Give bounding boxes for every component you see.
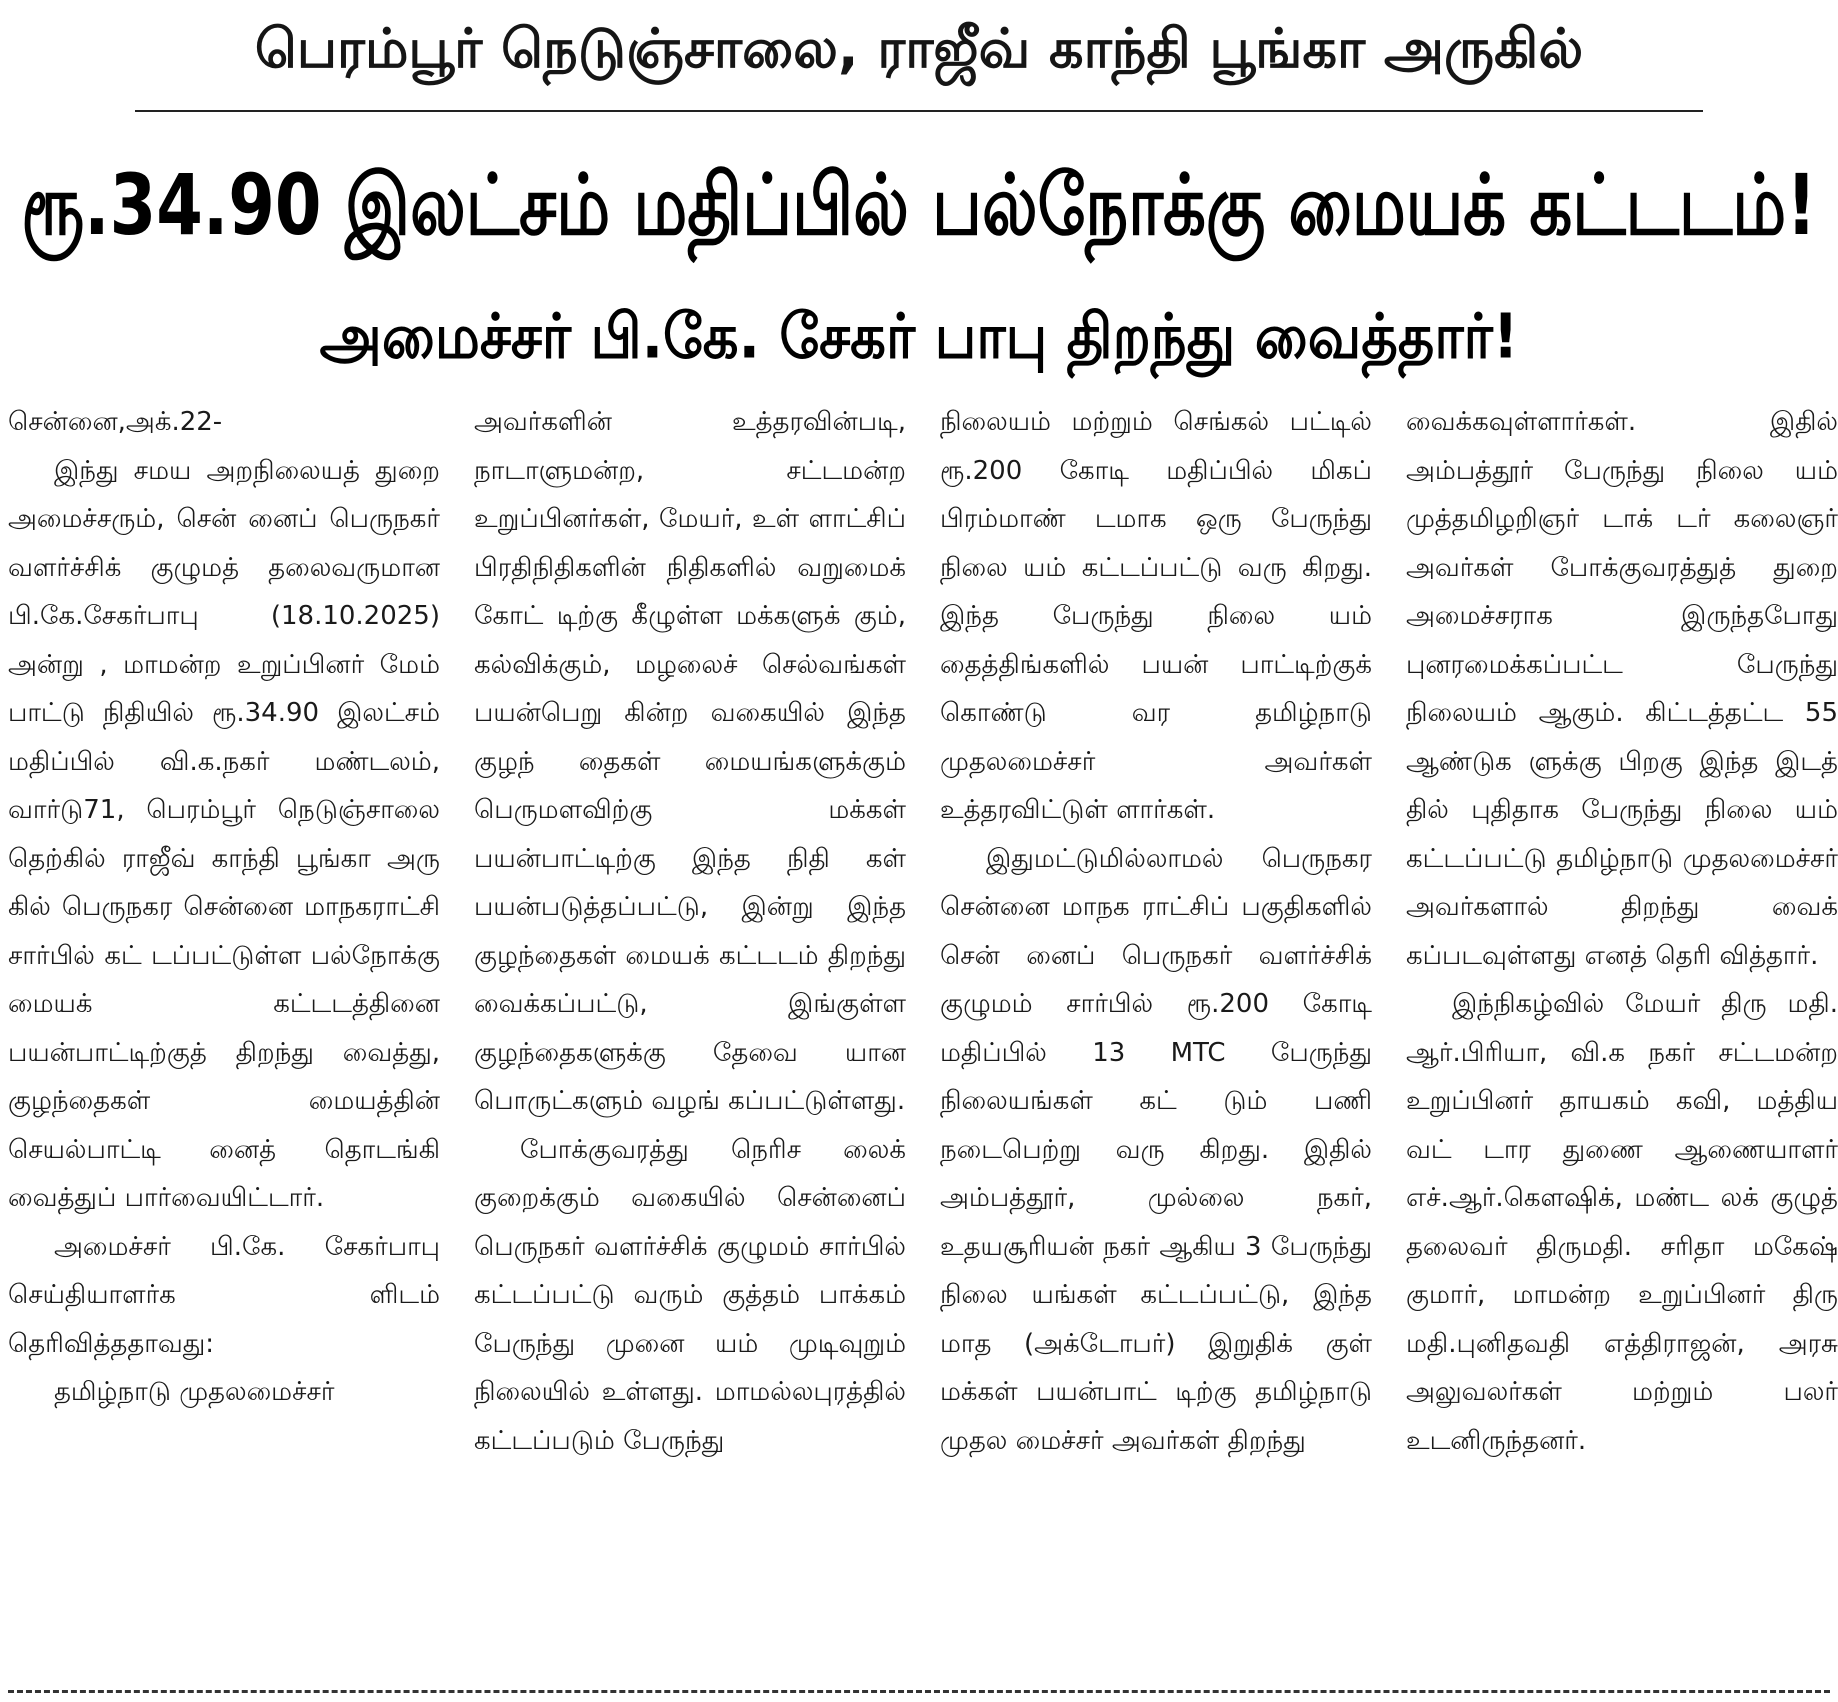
- paragraph: இதுமட்டுமில்லாமல் பெருநகர சென்னை மாநக ராட்சிப் பகுதிகளில் சென் னைப் பெருநகர் வளர்ச்சிக் குழுமம் சார்பில் ரூ.200 கோடி மதிப்பில் 13 MTC பேருந்து நிலையங்கள் கட் டும் பணி நடைபெற்று வரு கிறது. இதில் அம்பத்தூர், முல்லை நகர், உதயசூரியன் நகர் ஆகிய 3 பேருந்து நிலை யங்கள் கட்டப்பட்டு, இந்த மாத (அக்டோபர்) இறுதிக் குள் மக்கள் பயன்பாட் டிற்கு தமிழ்நாடு முதல மைச்சர் அவர்கள் திறந்து: [940, 843, 1372, 1456]
- paragraph: இந்நிகழ்வில் மேயர் திரு மதி. ஆர்.பிரியா, வி.க நகர் சட்டமன்ற உறுப்பினர் தாயகம் கவி, மத்திய வட் டார துணை ஆணையாளர் எச்.ஆர்.கௌஷிக், மண்ட லக் குழுத் தலைவர் திருமதி. சரிதா மகேஷ் குமார், மாமன்ற உறுப்பினர் திரு மதி.புனிதவதி எத்திராஜன், அரசு அலுவலர்கள் மற்றும் பலர் உடனிருந்தனர்.: [1406, 989, 1838, 1456]
- paragraph: அமைச்சர் பி.கே. சேகர்பாபு செய்தியாளர்க ளிடம் தெரிவித்ததாவது:: [8, 1231, 440, 1359]
- article-column-1: [8, 398, 440, 1417]
- dateline: சென்னை,அக்.22-: [8, 407, 223, 437]
- paragraph: அவர்களின் உத்தரவின்படி, நாடாளுமன்ற, சட்டமன்ற உறுப்பினர்கள், மேயர், உள் ளாட்சிப் பிரதிநிதிகளின் நிதிகளில் வறுமைக் கோட் டிற்கு கீழுள்ள மக்களுக் கும், கல்விக்கும், மழலைச் செல்வங்கள் பயன்பெறு கின்ற வகையில் இந்த குழந் தைகள் மையங்களுக்கும் பெருமளவிற்கு மக்கள் பயன்பாட்டிற்கு இந்த நிதி கள் பயன்படுத்தப்பட்டு, இன்று இந்த குழந்தைகள் மையக் கட்டடம் திறந்து வைக்கப்பட்டு, இங்குள்ள குழந்தைகளுக்கு தேவை யான பொருட்களும் வழங் கப்பட்டுள்ளது.: [474, 407, 906, 1116]
- paragraph: நிலையம் மற்றும் செங்கல் பட்டில் ரூ.200 கோடி மதிப்பில் மிகப் பிரம்மாண் டமாக ஒரு பேருந்து நிலை யம் கட்டப்பட்டு வரு கிறது. இந்த பேருந்து நிலை யம் தைத்திங்களில் பயன் பாட்டிற்குக் கொண்டு வர தமிழ்நாடு முதலமைச்சர் அவர்கள் உத்தரவிட்டுள் ளார்கள்.: [940, 407, 1372, 825]
- paragraph: வைக்கவுள்ளார்கள். இதில் அம்பத்தூர் பேருந்து நிலை யம் முத்தமிழறிஞர் டாக் டர் கலைஞர் அவர்கள் போக்குவரத்துத் துறை அமைச்சராக இருந்தபோது புனரமைக்கப்பட்ட பேருந்து நிலையம் ஆகும். கிட்டத்தட்ட 55 ஆண்டுக ளுக்கு பிறகு இந்த இடத் தில் புதிதாக பேருந்து நிலை யம் கட்டப்பட்டு தமிழ்நாடு முதலமைச்சர் அவர்களால் திறந்து வைக் கப்படவுள்ளது எனத் தெரி வித்தார்.: [1406, 407, 1838, 971]
- paragraph: போக்குவரத்து நெரிச லைக் குறைக்கும் வகையில் சென்னைப் பெருநகர் வளர்ச்சிக் குழுமம் சார்பில் கட்டப்பட்டு வரும் குத்தம் பாக்கம் பேருந்து முனை யம் முடிவுறும் நிலையில் உள்ளது. மாமல்லபுரத்தில் கட்டப்படும் பேருந்து: [474, 1134, 906, 1456]
- main-headline: ரூ.34.90 இலட்சம் மதிப்பில் பல்நோக்கு மையக் கட்டடம்!: [21, 156, 1817, 254]
- article-column-3: [940, 398, 1372, 1465]
- paragraph: தமிழ்நாடு முதலமைச்சர்: [54, 1377, 335, 1407]
- paragraph: இந்து சமய அறநிலையத் துறை அமைச்சரும், சென் னைப் பெருநகர் வளர்ச்சிக் குழுமத் தலைவருமான பி.கே.சேகர்பாபு (18.10.2025) அன்று , மாமன்ற உறுப்பினர் மேம் பாட்டு நிதியில் ரூ.34.90 இலட்சம் மதிப்பில் வி.க.நகர் மண்டலம், வார்டு71, பெரம்பூர் நெடுஞ்சாலை தெற்கில் ராஜீவ் காந்தி பூங்கா அரு கில் பெருநகர சென்னை மாநகராட்சி சார்பில் கட் டப்பட்டுள்ள பல்நோக்கு மையக் கட்டடத்தினை பயன்பாட்டிற்குத் திறந்து வைத்து, குழந்தைகள் மையத்தின் செயல்பாட்டி னைத் தொடங்கி வைத்துப் பார்வையிட்டார்.: [8, 455, 440, 1213]
- article-column-2: [474, 398, 906, 1465]
- sub-headline: அமைச்சர் பி.கே. சேகர் பாபு திறந்து வைத்தார்!: [319, 301, 1519, 373]
- kicker-headline: பெரம்பூர் நெடுஞ்சாலை, ராஜீவ் காந்தி பூங்கா அருகில்: [254, 17, 1584, 80]
- article-body: [8, 398, 1838, 1648]
- article-column-4: [1406, 398, 1838, 1465]
- kicker-divider: [135, 110, 1703, 112]
- bottom-dashed-divider: [8, 1690, 1830, 1693]
